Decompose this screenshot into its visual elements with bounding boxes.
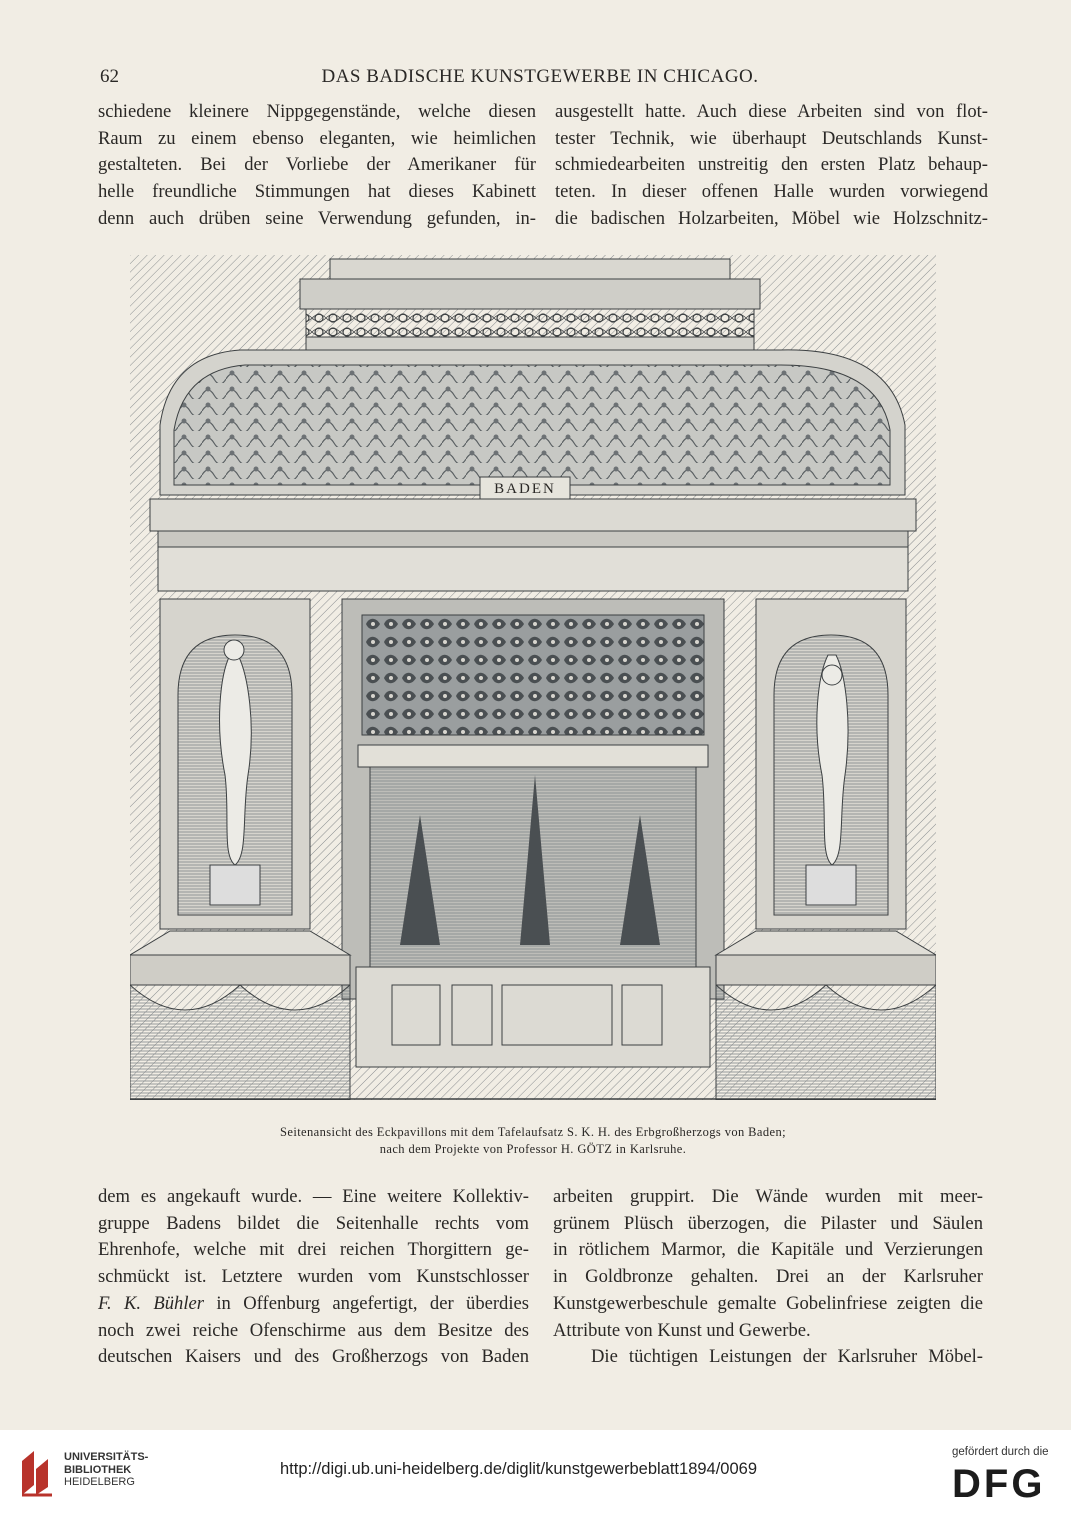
text-line: schmückt ist. Letztere wurden vom Kunstschlosser <box>98 1266 529 1288</box>
text-line: gestalteten. Bei der Vorliebe der Amerikaner für <box>98 154 536 176</box>
right-showcase <box>716 955 936 985</box>
right-pedestal <box>806 865 856 905</box>
text-line: gruppe Badens bildet die Seitenhalle rechts vom <box>98 1212 529 1234</box>
figure-caption <box>130 1124 936 1158</box>
dfg-logo: DFG <box>952 1462 1046 1506</box>
library-line: BIBLIOTHEK <box>64 1463 132 1476</box>
text-line: Ehrenhofe, welche mit drei reichen Thorgittern ge- <box>98 1239 529 1261</box>
library-name <box>64 1451 148 1489</box>
text-line: denn auch drüben seine Verwendung gefunden, in- <box>98 207 536 229</box>
base-cabinet <box>356 967 710 1067</box>
text-fragment: in Offenburg angefertigt, der überdies <box>204 1292 530 1314</box>
entablature <box>150 499 916 531</box>
left-showcase <box>130 955 350 985</box>
paragraph-start: Die tüchtigen Leistungen der Karlsruher Möbel- <box>591 1346 983 1368</box>
cornice <box>300 279 760 309</box>
caption-line: Seitenansicht des Eckpavillons mit dem Tafelaufsatz S. K. H. des Erbgroßherzogs von Baden; <box>280 1125 786 1139</box>
library-line: HEIDELBERG <box>64 1476 135 1488</box>
library-logo-icon <box>18 1447 58 1499</box>
beam <box>158 547 908 591</box>
architrave <box>158 531 908 547</box>
ornament-band <box>306 309 754 337</box>
text-line: helle freundliche Stimmungen hat dieses Kabinett <box>98 181 536 203</box>
left-statue-head <box>224 640 244 660</box>
text-line: arbeiten gruppirt. Die Wände wurden mit meer- <box>553 1186 983 1207</box>
source-url[interactable]: http://digi.ub.uni-heidelberg.de/diglit/kunstgewerbeblatt1894/0069 <box>280 1460 758 1478</box>
painted-frieze <box>174 365 890 485</box>
text-line: schiedene kleinere Nippgegenstände, welche diesen <box>98 101 536 122</box>
text-line: Raum zu einem ebenso eleganten, wie heimlichen <box>98 127 536 149</box>
library-line: UNIVERSITÄTS- <box>64 1451 149 1463</box>
text-line: dem es angekauft wurde. — Eine weitere Kollektiv- <box>98 1186 529 1207</box>
text-line: in rötlichem Marmor, die Kapitäle und Verzierungen <box>553 1239 983 1261</box>
text-line: tester Technik, wie überhaupt Deutschlands Kunst- <box>555 127 988 149</box>
text-line: noch zwei reiche Ofenschirme aus dem Besitze des <box>98 1319 529 1341</box>
text-line: Kunstgewerbeschule gemalte Gobelinfriese zeigten die <box>553 1292 983 1314</box>
foliage-grille <box>362 615 704 735</box>
text-column-bottom-right <box>553 1184 983 1371</box>
craftsman-name: F. K. Bühler <box>98 1292 205 1314</box>
text-line: deutschen Kaisers und des Großherzogs von Baden <box>98 1346 529 1368</box>
cornice-lower <box>306 337 754 351</box>
engraving-illustration <box>130 255 936 1100</box>
left-pedestal <box>210 865 260 905</box>
caption-line: nach dem Projekte von Professor H. GÖTZ in Karlsruhe. <box>379 1142 687 1156</box>
cornice-top <box>330 259 730 279</box>
text-line: ausgestellt hatte. Auch diese Arbeiten sind von flot- <box>555 101 988 122</box>
running-title: DAS BADISCHE KUNSTGEWERBE IN CHICAGO. <box>321 66 759 87</box>
text-line: grünem Plüsch überzogen, die Pilaster und Säulen <box>553 1212 983 1234</box>
text-line: teten. In dieser offenen Halle wurden vorwiegend <box>555 181 988 203</box>
text-line <box>98 1291 529 1318</box>
text-column-bottom-left <box>98 1184 529 1371</box>
text-line: schmiedearbeiten unstreitig den ersten Platz behaup- <box>555 154 988 176</box>
text-column-top-right <box>555 99 988 233</box>
display-cornice <box>358 745 708 767</box>
page-header <box>100 66 980 92</box>
right-statue-head <box>822 665 842 685</box>
text-line: Attribute von Kunst und Gewerbe. <box>553 1319 811 1341</box>
text-column-top-left <box>98 99 536 233</box>
text-line: die badischen Holzarbeiten, Möbel wie Holzschnitz- <box>555 207 988 229</box>
inscription-text: BADEN <box>494 481 556 497</box>
text-line: in Goldbronze gehalten. Drei an der Karlsruher <box>553 1266 983 1288</box>
page-number: 62 <box>100 66 119 87</box>
funding-note: gefördert durch die <box>952 1446 1049 1458</box>
